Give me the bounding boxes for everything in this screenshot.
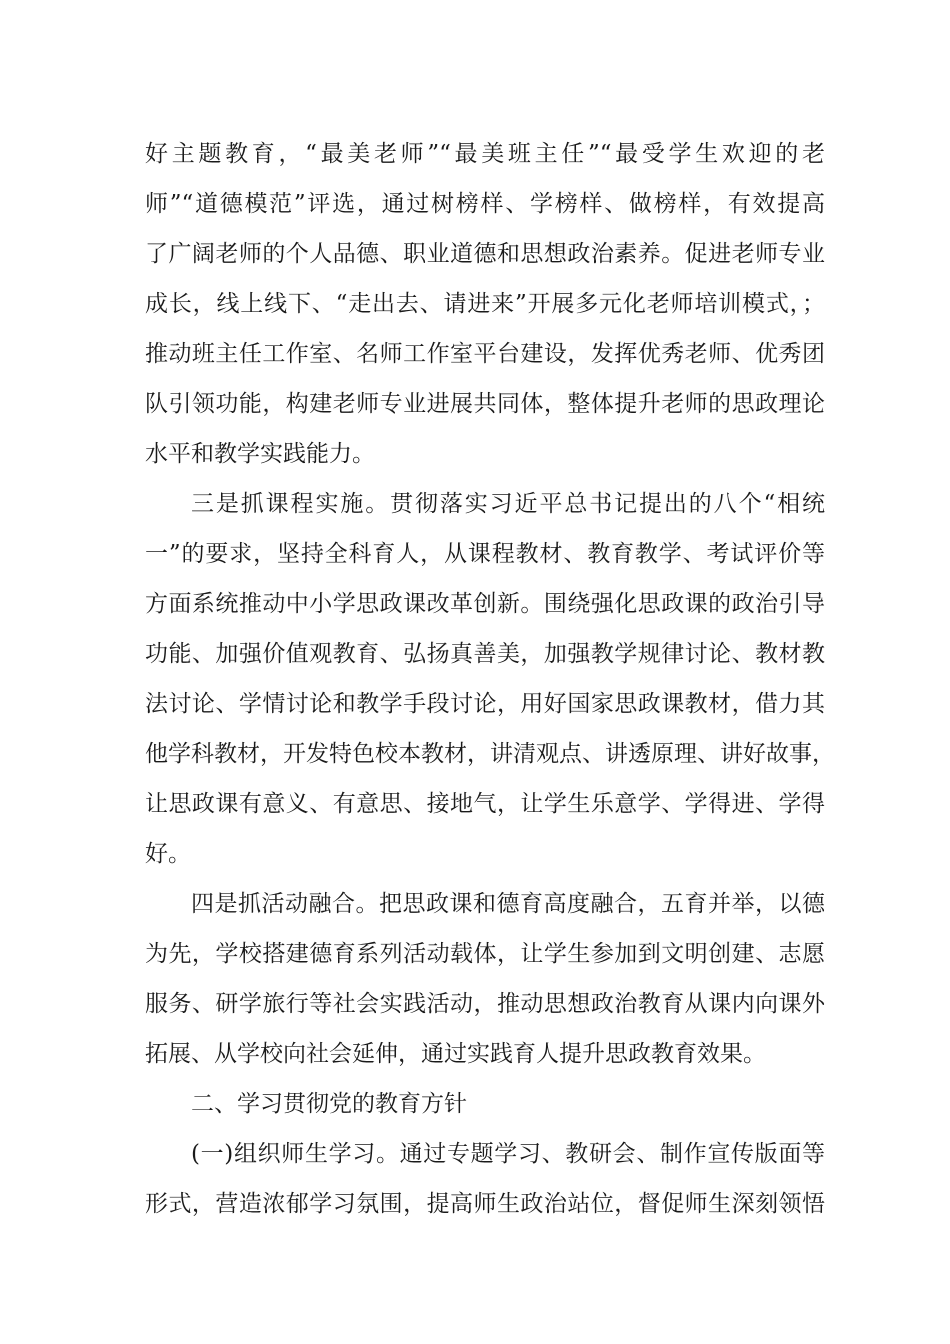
text-line: 让思政课有意义、有意思、接地气，让学生乐意学、学得进、学得 [145,791,825,817]
paragraph-start-line: 四是抓活动融合。把思政课和德育高度融合，五育并举，以德 [191,891,825,917]
text-line: 形式，营造浓郁学习氛围，提高师生政治站位，督促师生深刻领悟 [145,1191,825,1217]
text-line: 成长，线上线下、“走出去、请进来”开展多元化老师培训模式，； [145,291,825,317]
section-heading: 二、学习贯彻党的教育方针 [191,1091,467,1117]
paragraph-start-line: (一)组织师生学习。通过专题学习、教研会、制作宣传版面等 [191,1141,825,1167]
text-line: 他学科教材，开发特色校本教材，讲清观点、讲透原理、讲好故事， [145,741,835,767]
text-line: 为先，学校搭建德育系列活动载体，让学生参加到文明创建、志愿 [145,941,825,967]
text-line: 一”的要求，坚持全科育人，从课程教材、教育教学、考试评价等 [145,541,825,567]
text-line: 好。 [145,841,191,867]
text-line: 水平和教学实践能力。 [145,441,375,467]
text-line: 队引领功能，构建老师专业进展共同体，整体提升老师的思政理论 [145,391,825,417]
text-line: 方面系统推动中小学思政课改革创新。围绕强化思政课的政治引导 [145,591,825,617]
text-line: 了广阔老师的个人品德、职业道德和思想政治素养。促进老师专业 [145,241,825,267]
text-line: 服务、研学旅行等社会实践活动，推动思想政治教育从课内向课外 [145,991,825,1017]
text-line: 师”“道德模范”评选，通过树榜样、学榜样、做榜样，有效提高 [145,191,825,217]
paragraph-start-line: 三是抓课程实施。贯彻落实习近平总书记提出的八个“相统 [191,491,825,517]
text-line: 拓展、从学校向社会延伸，通过实践育人提升思政教育效果。 [145,1041,766,1067]
text-line: 法讨论、学情讨论和教学手段讨论，用好国家思政课教材，借力其 [145,691,825,717]
document-body [145,129,835,1229]
text-line: 功能、加强价值观教育、弘扬真善美，加强教学规律讨论、教材教 [145,641,825,667]
text-line: 好主题教育，“最美老师”“最美班主任”“最受学生欢迎的老 [145,141,825,167]
text-line: 推动班主任工作室、名师工作室平台建设，发挥优秀老师、优秀团 [145,341,825,367]
